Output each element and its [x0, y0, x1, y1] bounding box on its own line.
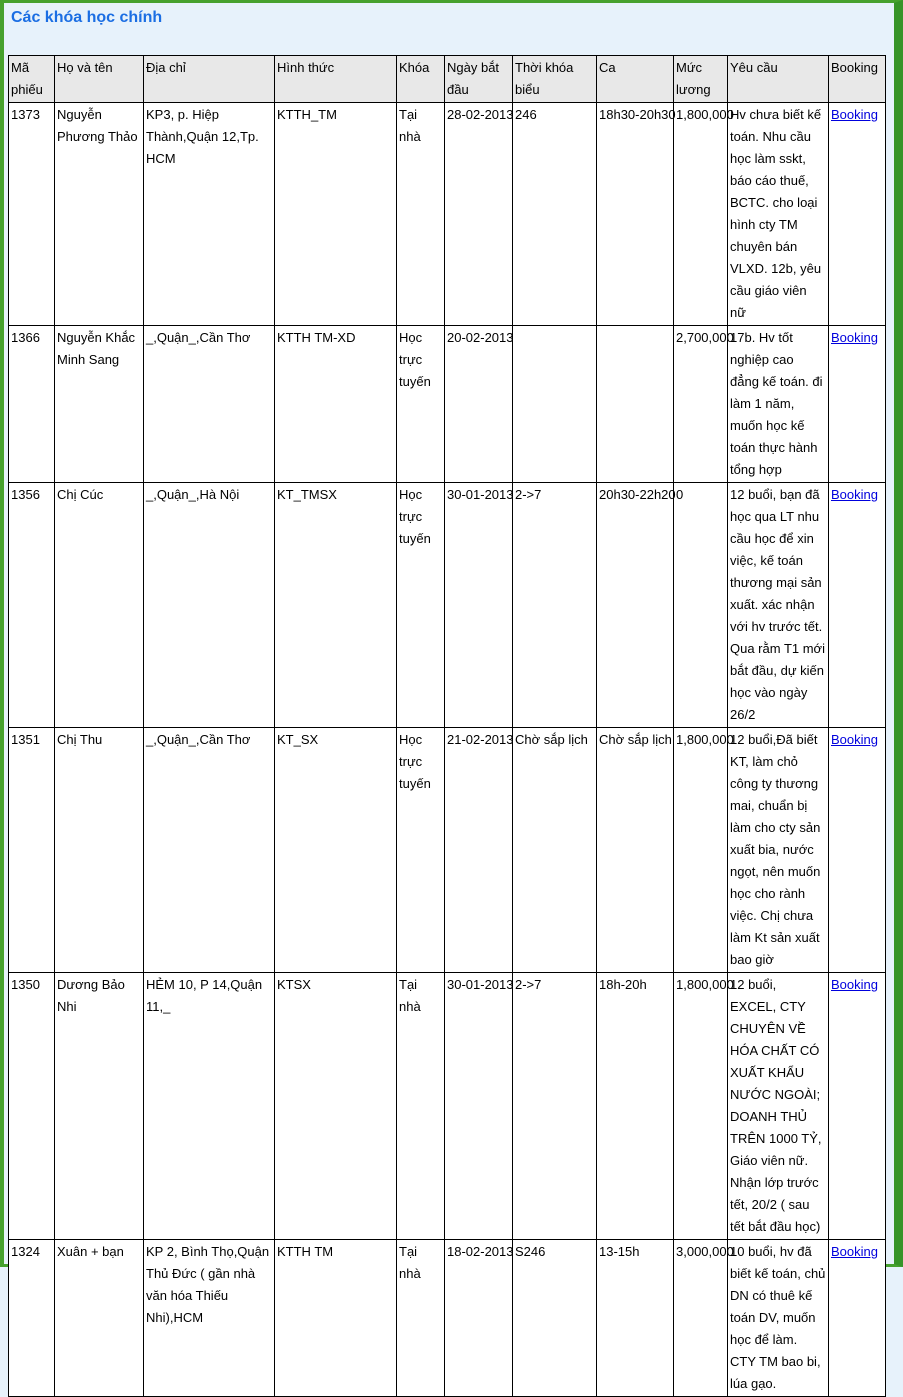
cell-requirement: 12 buổi,Đã biết KT, làm chỏ công ty thương mai, chuẩn bị làm cho cty sản xuất bia, nước ngọt, nên muốn học cho rành việc. Chị chưa làm Kt sản xuất bao giờ: [728, 728, 829, 973]
cell-address: _,Quận_,Cần Thơ: [144, 728, 275, 973]
cell-shift: 18h30-20h30: [597, 103, 674, 326]
cell-salary: 2,700,000: [674, 326, 728, 483]
table-row: [9, 973, 886, 1240]
cell-start-date: 30-01-2013: [445, 973, 513, 1240]
booking-link[interactable]: Booking: [831, 977, 878, 992]
cell-shift: [597, 326, 674, 483]
cell-shift: 13-15h: [597, 1240, 674, 1397]
cell-shift: 18h-20h: [597, 973, 674, 1240]
cell-booking: [829, 326, 886, 483]
cell-requirement: 12 buổi, bạn đã học qua LT nhu cầu học để xin việc, kế toán thương mại sản xuất. xác nhận với hv trước tết. Qua rằm T1 mới bắt đầu, dự kiến học vào ngày 26/2: [728, 483, 829, 728]
cell-salary: 3,000,000: [674, 1240, 728, 1397]
column-header: Họ và tên: [55, 56, 144, 103]
booking-link[interactable]: Booking: [831, 330, 878, 345]
cell-code: 1324: [9, 1240, 55, 1397]
page-title: Các khóa học chính: [11, 9, 163, 26]
cell-name: Nguyễn Khắc Minh Sang: [55, 326, 144, 483]
cell-course: Tại nhà: [397, 103, 445, 326]
cell-start-date: 30-01-2013: [445, 483, 513, 728]
cell-address: HẺM 10, P 14,Quận 11,_: [144, 973, 275, 1240]
table-header: [9, 56, 886, 103]
table-row: [9, 483, 886, 728]
column-header: Ngày bắt đầu: [445, 56, 513, 103]
cell-start-date: 28-02-2013: [445, 103, 513, 326]
cell-start-date: 20-02-2013: [445, 326, 513, 483]
cell-start-date: 18-02-2013: [445, 1240, 513, 1397]
courses-table: [8, 55, 886, 1397]
cell-booking: [829, 973, 886, 1240]
column-header: Khóa: [397, 56, 445, 103]
cell-course: Tại nhà: [397, 1240, 445, 1397]
cell-shift: 20h30-22h20: [597, 483, 674, 728]
cell-code: 1366: [9, 326, 55, 483]
cell-requirement: 10 buổi, hv đã biết kế toán, chủ DN có thuê kế toán DV, muốn học để làm. CTY TM bao bi, lúa gạo.: [728, 1240, 829, 1397]
cell-address: KP3, p. Hiệp Thành,Quận 12,Tp. HCM: [144, 103, 275, 326]
cell-code: 1351: [9, 728, 55, 973]
column-header: Yêu cầu: [728, 56, 829, 103]
booking-link[interactable]: Booking: [831, 107, 878, 122]
cell-salary: 0: [674, 483, 728, 728]
booking-link[interactable]: Booking: [831, 1244, 878, 1259]
cell-schedule: 246: [513, 103, 597, 326]
cell-salary: 1,800,000: [674, 728, 728, 973]
cell-salary: 1,800,000: [674, 103, 728, 326]
cell-booking: [829, 483, 886, 728]
table-body: [9, 103, 886, 1397]
table-row: [9, 728, 886, 973]
cell-name: Chị Thu: [55, 728, 144, 973]
column-header: Mã phiếu: [9, 56, 55, 103]
cell-shift: Chờ sắp lịch: [597, 728, 674, 973]
cell-course: Tại nhà: [397, 973, 445, 1240]
cell-name: Chị Cúc: [55, 483, 144, 728]
cell-schedule: Chờ sắp lịch: [513, 728, 597, 973]
booking-link[interactable]: Booking: [831, 487, 878, 502]
booking-link[interactable]: Booking: [831, 732, 878, 747]
cell-code: 1350: [9, 973, 55, 1240]
cell-schedule: S246: [513, 1240, 597, 1397]
cell-code: 1373: [9, 103, 55, 326]
cell-form: KTTH_TM: [275, 103, 397, 326]
column-header: Địa chỉ: [144, 56, 275, 103]
cell-code: 1356: [9, 483, 55, 728]
cell-address: KP 2, Bình Thọ,Quận Thủ Đức ( gần nhà văn hóa Thiếu Nhi),HCM: [144, 1240, 275, 1397]
cell-booking: [829, 1240, 886, 1397]
column-header: Thời khóa biểu: [513, 56, 597, 103]
cell-course: Học trực tuyến: [397, 483, 445, 728]
cell-requirement: 12 buổi, EXCEL, CTY CHUYÊN VỀ HÓA CHẤT CÓ XUẤT KHẨU NƯỚC NGOÀI; DOANH THỦ TRÊN 1000 TỶ, Giáo viên nữ. Nhận lớp trước tết, 20/2 ( sau tết bắt đầu học): [728, 973, 829, 1240]
table-row: [9, 103, 886, 326]
column-header: Ca: [597, 56, 674, 103]
cell-requirement: 17b. Hv tốt nghiệp cao đẳng kế toán. đi làm 1 năm, muốn học kế toán thực hành tổng hợp: [728, 326, 829, 483]
cell-form: KTTH TM: [275, 1240, 397, 1397]
cell-name: Nguyễn Phương Thảo: [55, 103, 144, 326]
table-row: [9, 326, 886, 483]
cell-schedule: 2->7: [513, 483, 597, 728]
cell-course: Học trực tuyến: [397, 326, 445, 483]
column-header: Booking: [829, 56, 886, 103]
cell-booking: [829, 103, 886, 326]
cell-schedule: 2->7: [513, 973, 597, 1240]
cell-address: _,Quận_,Cần Thơ: [144, 326, 275, 483]
cell-course: Học trực tuyến: [397, 728, 445, 973]
cell-form: KT_TMSX: [275, 483, 397, 728]
cell-requirement: Hv chưa biết kế toán. Nhu cầu học làm sskt, báo cáo thuế, BCTC. cho loại hình cty TM chuyên bán VLXD. 12b, yêu cầu giáo viên nữ: [728, 103, 829, 326]
cell-schedule: [513, 326, 597, 483]
cell-form: KT_SX: [275, 728, 397, 973]
table-row: [9, 1240, 886, 1397]
cell-name: Xuân + bạn: [55, 1240, 144, 1397]
column-header: Hình thức: [275, 56, 397, 103]
table-header-row: [9, 56, 886, 103]
cell-address: _,Quận_,Hà Nội: [144, 483, 275, 728]
cell-form: KTSX: [275, 973, 397, 1240]
cell-form: KTTH TM-XD: [275, 326, 397, 483]
cell-start-date: 21-02-2013: [445, 728, 513, 973]
cell-salary: 1,800,000: [674, 973, 728, 1240]
cell-name: Dương Bảo Nhi: [55, 973, 144, 1240]
column-header: Mức lương: [674, 56, 728, 103]
cell-booking: [829, 728, 886, 973]
